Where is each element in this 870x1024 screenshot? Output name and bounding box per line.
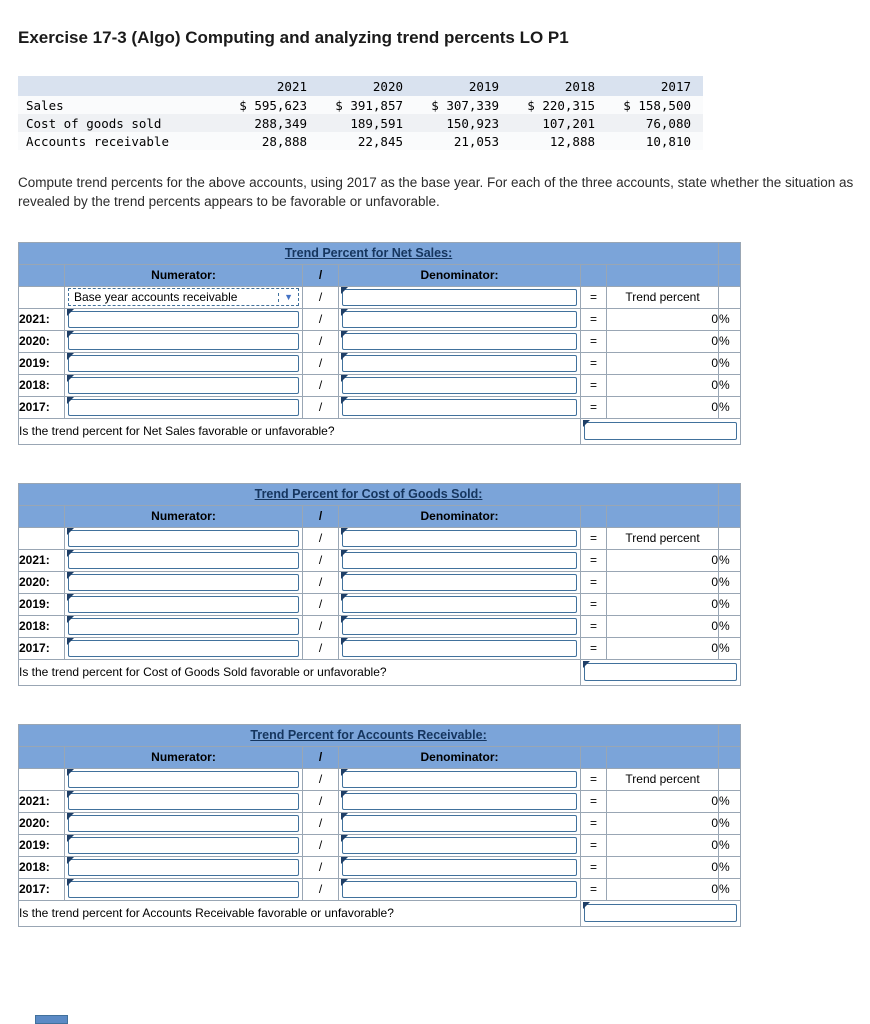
numerator-input[interactable] xyxy=(68,530,299,547)
percent-sign: % xyxy=(719,790,741,812)
equals-label: = xyxy=(581,352,607,374)
denominator-input[interactable] xyxy=(342,552,577,569)
year-label: 2021: xyxy=(19,308,65,330)
slash-label: / xyxy=(303,286,339,308)
slash-label: / xyxy=(303,527,339,549)
favorable-question: Is the trend percent for Net Sales favorable or unfavorable? xyxy=(19,418,581,444)
denominator-input[interactable] xyxy=(342,377,577,394)
table-row xyxy=(19,374,741,396)
percent-sign: % xyxy=(719,878,741,900)
slash-label: / xyxy=(303,834,339,856)
denominator-input[interactable] xyxy=(342,596,577,613)
equals-label: = xyxy=(581,308,607,330)
denominator-input[interactable] xyxy=(342,311,577,328)
year-label: 2018: xyxy=(19,615,65,637)
numerator-input[interactable] xyxy=(68,596,299,613)
account-value: 76,080 xyxy=(645,115,691,131)
table-row xyxy=(19,856,741,878)
trend-percent-value: 0 xyxy=(607,352,719,374)
equals-label: = xyxy=(581,330,607,352)
account-value: 12,888 xyxy=(549,133,595,149)
account-value: 22,845 xyxy=(357,133,403,149)
percent-sign: % xyxy=(719,856,741,878)
financial-data-table xyxy=(18,76,703,150)
slash-label: / xyxy=(303,790,339,812)
slash-label: / xyxy=(303,308,339,330)
numerator-input[interactable] xyxy=(68,377,299,394)
numerator-input[interactable] xyxy=(68,355,299,372)
trend-percent-label: Trend percent xyxy=(607,527,719,549)
favorable-answer-input[interactable] xyxy=(584,422,737,440)
worksheet-labels-row xyxy=(19,505,741,527)
favorable-answer-input[interactable] xyxy=(584,904,737,922)
numerator-input[interactable] xyxy=(68,771,299,788)
numerator-input[interactable] xyxy=(68,311,299,328)
equals-label: = xyxy=(581,856,607,878)
table-row xyxy=(18,114,703,132)
account-value: $ 391,857 xyxy=(335,97,403,113)
table-row xyxy=(19,308,741,330)
numerator-input[interactable] xyxy=(68,552,299,569)
account-label: Accounts receivable xyxy=(26,133,169,149)
numerator-input[interactable] xyxy=(68,859,299,876)
denominator-label: Denominator: xyxy=(339,505,581,527)
numerator-input[interactable] xyxy=(68,815,299,832)
trend-percent-value: 0 xyxy=(607,374,719,396)
account-value: 28,888 xyxy=(261,133,307,149)
account-value: $ 220,315 xyxy=(527,97,595,113)
account-label: Sales xyxy=(26,97,64,113)
account-value: $ 595,623 xyxy=(239,97,307,113)
slash-label: / xyxy=(303,637,339,659)
denominator-input[interactable] xyxy=(342,771,577,788)
table-header-row xyxy=(18,76,703,96)
table-row xyxy=(19,878,741,900)
denominator-input[interactable] xyxy=(342,815,577,832)
favorable-question: Is the trend percent for Cost of Goods Sold favorable or unfavorable? xyxy=(19,659,581,685)
equals-label: = xyxy=(581,527,607,549)
equals-label: = xyxy=(581,396,607,418)
year-label: 2020: xyxy=(19,571,65,593)
year-label: 2019: xyxy=(19,834,65,856)
year-label: 2018: xyxy=(19,856,65,878)
question-row xyxy=(19,900,741,926)
equals-label: = xyxy=(581,790,607,812)
numerator-input[interactable] xyxy=(68,640,299,657)
percent-sign: % xyxy=(719,637,741,659)
trend-percent-value: 0 xyxy=(607,593,719,615)
trend-percent-value: 0 xyxy=(607,790,719,812)
denominator-input[interactable] xyxy=(342,399,577,416)
year-label: 2017: xyxy=(19,637,65,659)
trend-percent-value: 0 xyxy=(607,637,719,659)
numerator-input[interactable] xyxy=(68,333,299,350)
favorable-question: Is the trend percent for Accounts Receivable favorable or unfavorable? xyxy=(19,900,581,926)
worksheet-labels-row xyxy=(19,264,741,286)
year-label: 2021: xyxy=(19,549,65,571)
formula-row xyxy=(19,768,741,790)
worksheet-title: Trend Percent for Cost of Goods Sold: xyxy=(254,487,483,502)
worksheet-title-row xyxy=(19,483,741,505)
table-row xyxy=(18,132,703,150)
worksheet-title-row xyxy=(19,242,741,264)
table-row xyxy=(19,637,741,659)
equals-label: = xyxy=(581,615,607,637)
table-row xyxy=(19,396,741,418)
account-value: 21,053 xyxy=(453,133,499,149)
percent-sign: % xyxy=(719,396,741,418)
table-row xyxy=(19,593,741,615)
numerator-dropdown[interactable] xyxy=(68,288,299,306)
percent-sign: % xyxy=(719,374,741,396)
denominator-input[interactable] xyxy=(342,859,577,876)
instructions-text: Compute trend percents for the above accounts, using 2017 as the base year. For each of the three accounts, state whether the situation as revealed by the trend percents appears to be favorable or unfavorable. xyxy=(18,175,854,209)
trend-percent-value: 0 xyxy=(607,571,719,593)
equals-label: = xyxy=(581,812,607,834)
account-value: 107,201 xyxy=(542,115,595,131)
equals-label: = xyxy=(581,549,607,571)
equals-label: = xyxy=(581,593,607,615)
percent-sign: % xyxy=(719,549,741,571)
trend-table-net-sales xyxy=(18,242,741,445)
slash-label: / xyxy=(303,505,339,527)
question-row xyxy=(19,659,741,685)
trend-percent-value: 0 xyxy=(607,812,719,834)
slash-label: / xyxy=(303,768,339,790)
numerator-label: Numerator: xyxy=(65,746,303,768)
denominator-input[interactable] xyxy=(342,837,577,854)
slash-label: / xyxy=(303,812,339,834)
trend-percent-value: 0 xyxy=(607,834,719,856)
account-value: 10,810 xyxy=(645,133,691,149)
table-row xyxy=(19,549,741,571)
favorable-answer-input[interactable] xyxy=(584,663,737,681)
numerator-input[interactable] xyxy=(68,618,299,635)
denominator-input[interactable] xyxy=(342,640,577,657)
table-row xyxy=(18,96,703,114)
formula-row xyxy=(19,286,741,308)
numerator-label: Numerator: xyxy=(65,505,303,527)
slash-label: / xyxy=(303,330,339,352)
account-label: Cost of goods sold xyxy=(26,115,162,131)
equals-label: = xyxy=(581,878,607,900)
slash-label: / xyxy=(303,856,339,878)
dropdown-value: Base year accounts receivable xyxy=(74,290,238,305)
slash-label: / xyxy=(303,264,339,286)
trend-percent-value: 0 xyxy=(607,308,719,330)
year-label: 2019: xyxy=(19,593,65,615)
trend-percent-value: 0 xyxy=(607,856,719,878)
numerator-input[interactable] xyxy=(68,574,299,591)
trend-percent-label: Trend percent xyxy=(607,768,719,790)
year-header: 2019 xyxy=(415,76,511,96)
slash-label: / xyxy=(303,878,339,900)
slash-label: / xyxy=(303,746,339,768)
year-label: 2020: xyxy=(19,330,65,352)
slash-label: / xyxy=(303,615,339,637)
denominator-input[interactable] xyxy=(342,333,577,350)
account-value: $ 307,339 xyxy=(431,97,499,113)
denominator-input[interactable] xyxy=(342,289,577,306)
percent-sign: % xyxy=(719,352,741,374)
worksheet-title: Trend Percent for Accounts Receivable: xyxy=(250,728,487,743)
year-header: 2018 xyxy=(511,76,607,96)
numerator-input[interactable] xyxy=(68,793,299,810)
numerator-input[interactable] xyxy=(68,399,299,416)
trend-table-accounts-receivable xyxy=(18,724,741,927)
denominator-input[interactable] xyxy=(342,793,577,810)
question-row xyxy=(19,418,741,444)
table-row xyxy=(19,352,741,374)
table-row xyxy=(19,812,741,834)
equals-label: = xyxy=(581,571,607,593)
denominator-input[interactable] xyxy=(342,574,577,591)
table-row xyxy=(19,615,741,637)
denominator-label: Denominator: xyxy=(339,264,581,286)
denominator-input[interactable] xyxy=(342,881,577,898)
page-title: Exercise 17-3 (Algo) Computing and analyzing trend percents LO P1 xyxy=(18,28,569,47)
slash-label: / xyxy=(303,549,339,571)
year-label: 2017: xyxy=(19,878,65,900)
trend-percent-value: 0 xyxy=(607,878,719,900)
account-value: 288,349 xyxy=(254,115,307,131)
equals-label: = xyxy=(581,286,607,308)
year-label: 2018: xyxy=(19,374,65,396)
year-header: 2017 xyxy=(607,76,703,96)
empty-header-cell xyxy=(18,76,223,96)
percent-sign: % xyxy=(719,593,741,615)
year-label: 2021: xyxy=(19,790,65,812)
equals-label: = xyxy=(581,768,607,790)
percent-sign: % xyxy=(719,615,741,637)
numerator-input[interactable] xyxy=(68,837,299,854)
denominator-input[interactable] xyxy=(342,618,577,635)
trend-percent-value: 0 xyxy=(607,330,719,352)
worksheet-title: Trend Percent for Net Sales: xyxy=(284,246,453,261)
table-row xyxy=(19,571,741,593)
formula-row xyxy=(19,527,741,549)
equals-label: = xyxy=(581,834,607,856)
year-label: 2020: xyxy=(19,812,65,834)
table-row xyxy=(19,790,741,812)
percent-sign: % xyxy=(719,834,741,856)
year-header: 2021 xyxy=(223,76,319,96)
equals-label: = xyxy=(581,374,607,396)
trend-percent-label: Trend percent xyxy=(607,286,719,308)
year-header: 2020 xyxy=(319,76,415,96)
trend-percent-value: 0 xyxy=(607,615,719,637)
trend-table-cogs xyxy=(18,483,741,686)
account-value: 150,923 xyxy=(446,115,499,131)
slash-label: / xyxy=(303,593,339,615)
year-label: 2017: xyxy=(19,396,65,418)
worksheet-labels-row xyxy=(19,746,741,768)
table-row xyxy=(19,834,741,856)
table-row xyxy=(19,330,741,352)
percent-sign: % xyxy=(719,330,741,352)
slash-label: / xyxy=(303,374,339,396)
slash-label: / xyxy=(303,352,339,374)
slash-label: / xyxy=(303,396,339,418)
slash-label: / xyxy=(303,571,339,593)
trend-percent-value: 0 xyxy=(607,396,719,418)
equals-label: = xyxy=(581,637,607,659)
partial-ui-fragment xyxy=(35,1015,68,1024)
numerator-label: Numerator: xyxy=(65,264,303,286)
denominator-input[interactable] xyxy=(342,530,577,547)
denominator-label: Denominator: xyxy=(339,746,581,768)
trend-percent-value: 0 xyxy=(607,549,719,571)
year-label: 2019: xyxy=(19,352,65,374)
worksheet-title-row xyxy=(19,724,741,746)
dropdown-arrow-icon[interactable]: ▼ xyxy=(278,293,296,302)
percent-sign: % xyxy=(719,812,741,834)
account-value: 189,591 xyxy=(350,115,403,131)
percent-sign: % xyxy=(719,308,741,330)
numerator-input[interactable] xyxy=(68,881,299,898)
denominator-input[interactable] xyxy=(342,355,577,372)
percent-sign: % xyxy=(719,571,741,593)
account-value: $ 158,500 xyxy=(623,97,691,113)
